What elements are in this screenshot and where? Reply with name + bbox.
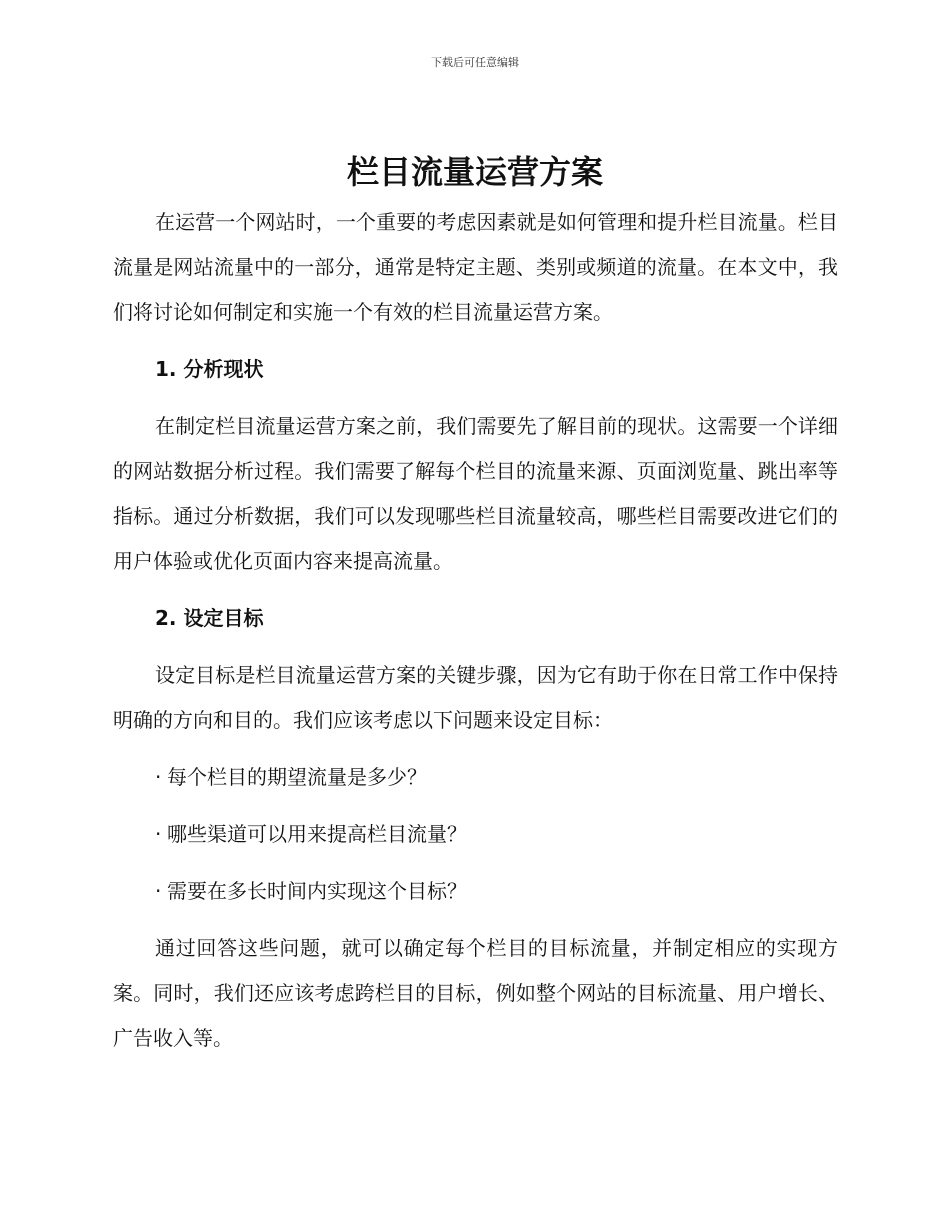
- section-heading-analysis: 1. 分析现状: [155, 357, 264, 381]
- document-body: [113, 200, 838, 1061]
- bullet-marker: ·: [155, 765, 162, 789]
- goal-questions-list: [113, 755, 838, 914]
- list-item: [113, 869, 838, 914]
- list-item-text: 每个栏目的期望流量是多少？: [167, 765, 427, 789]
- intro-paragraph: 在运营一个网站时，一个重要的考虑因素就是如何管理和提升栏目流量。栏目流量是网站流量中的一部分，通常是特定主题、类别或频道的流量。在本文中，我们将讨论如何制定和实施一个有效的栏目流量运营方案。: [113, 210, 838, 324]
- list-item-text: 需要在多长时间内实现这个目标？: [167, 879, 467, 903]
- document-title: 栏目流量运营方案: [346, 153, 603, 191]
- goals-closing-paragraph: 通过回答这些问题，就可以确定每个栏目的目标流量，并制定相应的实现方案。同时，我们还应该考虑跨栏目的目标，例如整个网站的目标流量、用户增长、广告收入等。: [113, 936, 838, 1050]
- bullet-marker: ·: [155, 879, 162, 903]
- list-item: [113, 755, 838, 800]
- list-item: [113, 812, 838, 857]
- list-item-text: 哪些渠道可以用来提高栏目流量？: [167, 822, 467, 846]
- analysis-paragraph: 在制定栏目流量运营方案之前，我们需要先了解目前的现状。这需要一个详细的网站数据分析过程。我们需要了解每个栏目的流量来源、页面浏览量、跳出率等指标。通过分析数据，我们可以发现哪些栏目流量较高，哪些栏目需要改进它们的用户体验或优化页面内容来提高流量。: [113, 414, 838, 573]
- header-note: 下载后可任意编辑: [431, 56, 519, 69]
- bullet-marker: ·: [155, 822, 162, 846]
- section-heading-goals: 2. 设定目标: [155, 606, 264, 630]
- goals-paragraph: 设定目标是栏目流量运营方案的关键步骤，因为它有助于你在日常工作中保持明确的方向和目的。我们应该考虑以下问题来设定目标：: [113, 663, 838, 732]
